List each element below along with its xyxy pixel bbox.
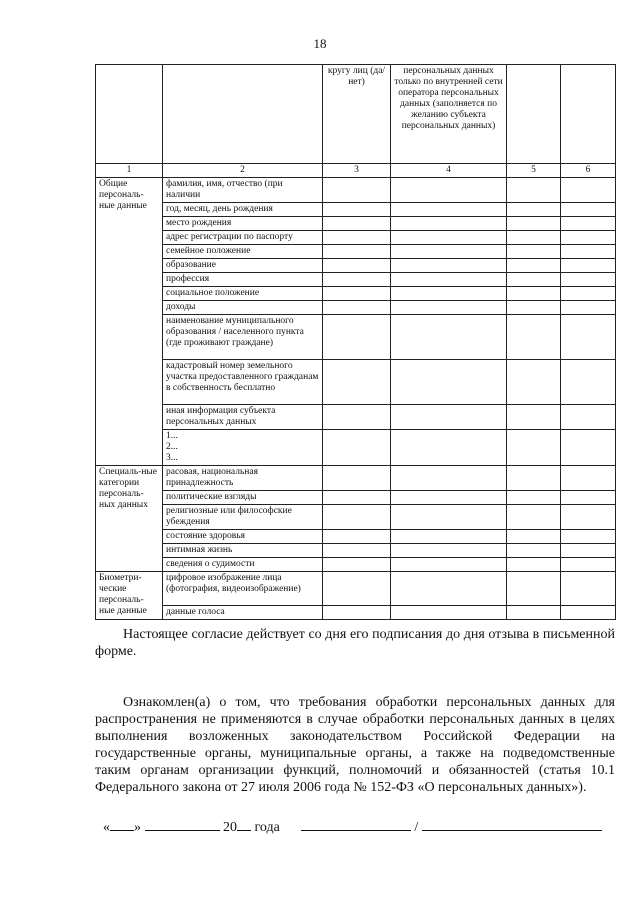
answer-cell[interactable] [507, 558, 561, 572]
table-row [96, 405, 616, 430]
answer-cell[interactable] [507, 544, 561, 558]
answer-cell[interactable] [391, 572, 507, 606]
signature-line [103, 818, 602, 836]
answer-cell[interactable] [391, 217, 507, 231]
answer-cell[interactable] [507, 315, 561, 360]
data-item-label: место рождения [163, 217, 323, 231]
data-item-label: состояние здоровья [163, 530, 323, 544]
answer-cell[interactable] [391, 505, 507, 530]
answer-cell[interactable] [323, 287, 391, 301]
answer-cell[interactable] [391, 558, 507, 572]
table-row [96, 178, 616, 203]
column-number: 5 [507, 164, 561, 178]
category-label: Общие персональ-ные данные [96, 178, 163, 466]
answer-cell[interactable] [561, 558, 616, 572]
column-number: 6 [561, 164, 616, 178]
answer-cell[interactable] [323, 530, 391, 544]
answer-cell[interactable] [507, 259, 561, 273]
answer-cell[interactable] [391, 273, 507, 287]
answer-cell[interactable] [561, 301, 616, 315]
answer-cell[interactable] [561, 315, 616, 360]
table-row [96, 259, 616, 273]
data-item-label: образование [163, 259, 323, 273]
answer-cell[interactable] [507, 301, 561, 315]
header-col4: персональных данных только по внутренней сети оператора персональных данных (заполняется по желанию субъекта персональных данных) [391, 65, 507, 164]
data-item-label: кадастровый номер земельного участка предоставленного гражданам в собственность бесплатно [163, 360, 323, 405]
answer-cell[interactable] [323, 558, 391, 572]
column-number: 1 [96, 164, 163, 178]
year-blank[interactable] [237, 818, 251, 831]
table-row [96, 466, 616, 491]
answer-cell[interactable] [561, 217, 616, 231]
answer-cell[interactable] [507, 505, 561, 530]
answer-cell[interactable] [507, 273, 561, 287]
answer-cell[interactable] [323, 606, 391, 620]
table-row [96, 558, 616, 572]
answer-cell[interactable] [507, 178, 561, 203]
data-item-label: интимная жизнь [163, 544, 323, 558]
answer-cell[interactable] [323, 405, 391, 430]
answer-cell[interactable] [561, 405, 616, 430]
answer-cell[interactable] [561, 360, 616, 405]
answer-cell[interactable] [391, 178, 507, 203]
table-row [96, 505, 616, 530]
answer-cell[interactable] [507, 491, 561, 505]
answer-cell[interactable] [391, 530, 507, 544]
answer-cell[interactable] [391, 606, 507, 620]
answer-cell[interactable] [561, 287, 616, 301]
data-item-label: религиозные или философские убеждения [163, 505, 323, 530]
answer-cell[interactable] [507, 530, 561, 544]
data-item-label: фамилия, имя, отчество (при наличии [163, 178, 323, 203]
year-suffix: года [254, 820, 280, 835]
answer-cell[interactable] [391, 544, 507, 558]
answer-cell[interactable] [391, 245, 507, 259]
answer-cell[interactable] [507, 287, 561, 301]
answer-cell[interactable] [507, 405, 561, 430]
answer-cell[interactable] [507, 572, 561, 606]
answer-cell[interactable] [507, 430, 561, 466]
table-row [96, 217, 616, 231]
answer-cell[interactable] [561, 245, 616, 259]
data-item-label: цифровое изображение лица (фотография, видеоизображение) [163, 572, 323, 606]
answer-cell[interactable] [391, 430, 507, 466]
answer-cell[interactable] [391, 231, 507, 245]
signature-blank[interactable] [301, 818, 411, 831]
data-item-label: сведения о судимости [163, 558, 323, 572]
answer-cell[interactable] [323, 231, 391, 245]
table-row [96, 606, 616, 620]
open-quote: « [103, 820, 110, 835]
answer-cell[interactable] [561, 530, 616, 544]
table-row [96, 231, 616, 245]
data-item-label: год, месяц, день рождения [163, 203, 323, 217]
answer-cell[interactable] [391, 315, 507, 360]
year-prefix: 20 [223, 820, 237, 835]
table-row [96, 315, 616, 360]
table-row [96, 203, 616, 217]
answer-cell[interactable] [561, 544, 616, 558]
answer-cell[interactable] [323, 203, 391, 217]
month-blank[interactable] [145, 818, 220, 831]
data-item-label: данные голоса [163, 606, 323, 620]
answer-cell[interactable] [561, 259, 616, 273]
table-row [96, 360, 616, 405]
answer-cell[interactable] [561, 203, 616, 217]
table-row [96, 530, 616, 544]
answer-cell[interactable] [561, 273, 616, 287]
column-number-row [96, 164, 616, 178]
answer-cell[interactable] [507, 466, 561, 491]
answer-cell[interactable] [391, 466, 507, 491]
data-item-label: социальное положение [163, 287, 323, 301]
validity-paragraph: Настоящее согласие действует со дня его подписания до дня отзыва в письменной форме. [95, 627, 615, 659]
consent-table [95, 64, 616, 620]
answer-cell[interactable] [391, 259, 507, 273]
answer-cell[interactable] [507, 217, 561, 231]
category-label: Специаль-ные категории персональ-ных данных [96, 466, 163, 572]
data-item-label: адрес регистрации по паспорту [163, 231, 323, 245]
answer-cell[interactable] [561, 178, 616, 203]
answer-cell[interactable] [507, 606, 561, 620]
data-item-label: доходы [163, 301, 323, 315]
answer-cell[interactable] [391, 360, 507, 405]
answer-cell[interactable] [561, 505, 616, 530]
table-row [96, 572, 616, 606]
separator: / [414, 820, 419, 835]
answer-cell[interactable] [323, 245, 391, 259]
data-item-label: семейное положение [163, 245, 323, 259]
column-number: 2 [163, 164, 323, 178]
answer-cell[interactable] [561, 491, 616, 505]
answer-cell[interactable] [323, 430, 391, 466]
data-item-label: 1... 2... 3... [163, 430, 323, 466]
data-item-label: профессия [163, 273, 323, 287]
data-item-label: политические взгляды [163, 491, 323, 505]
table-row [96, 301, 616, 315]
answer-cell[interactable] [323, 315, 391, 360]
table-row [96, 491, 616, 505]
category-label: Биометри-ческие персональ-ные данные [96, 572, 163, 620]
answer-cell[interactable] [561, 572, 616, 606]
answer-cell[interactable] [391, 405, 507, 430]
answer-cell[interactable] [323, 178, 391, 203]
answer-cell[interactable] [391, 491, 507, 505]
answer-cell[interactable] [323, 259, 391, 273]
data-item-label: наименование муниципального образования / населенного пункта (где проживают граждане) [163, 315, 323, 360]
answer-cell[interactable] [323, 360, 391, 405]
answer-cell[interactable] [323, 544, 391, 558]
answer-cell[interactable] [507, 231, 561, 245]
answer-cell[interactable] [391, 301, 507, 315]
answer-cell[interactable] [391, 287, 507, 301]
day-blank[interactable] [110, 818, 134, 831]
data-item-label: иная информация субъекта персональных данных [163, 405, 323, 430]
name-blank[interactable] [422, 818, 602, 831]
page-number: 18 [313, 36, 327, 51]
answer-cell[interactable] [561, 606, 616, 620]
column-number: 3 [323, 164, 391, 178]
table-row [96, 430, 616, 466]
answer-cell[interactable] [323, 572, 391, 606]
header-col3: кругу лиц (да/нет) [323, 65, 391, 164]
answer-cell[interactable] [323, 491, 391, 505]
answer-cell[interactable] [561, 231, 616, 245]
answer-cell[interactable] [323, 273, 391, 287]
table-row [96, 544, 616, 558]
acknowledgement-paragraph: Ознакомлен(а) о том, что требования обработки персональных данных для распространения не применяются в случае обработки персональных данных в целях выполнения возложенных законодательством Российской Федерации на государственные органы, муниципальные органы, а также на подведомственные таким органам организации функций, полномочий и обязанностей (статья 10.1 Федерального закона от 27 июля 2006 года № 152-ФЗ «О персональных данных»). [95, 695, 615, 795]
data-item-label: расовая, национальная принадлежность [163, 466, 323, 491]
table-row [96, 273, 616, 287]
answer-cell[interactable] [507, 360, 561, 405]
answer-cell[interactable] [323, 217, 391, 231]
header-row [96, 65, 616, 164]
table-row [96, 287, 616, 301]
table-row [96, 245, 616, 259]
answer-cell[interactable] [391, 203, 507, 217]
close-quote: » [134, 820, 141, 835]
column-number: 4 [391, 164, 507, 178]
answer-cell[interactable] [323, 301, 391, 315]
answer-cell[interactable] [323, 505, 391, 530]
answer-cell[interactable] [561, 466, 616, 491]
answer-cell[interactable] [561, 430, 616, 466]
answer-cell[interactable] [507, 203, 561, 217]
answer-cell[interactable] [507, 245, 561, 259]
answer-cell[interactable] [323, 466, 391, 491]
